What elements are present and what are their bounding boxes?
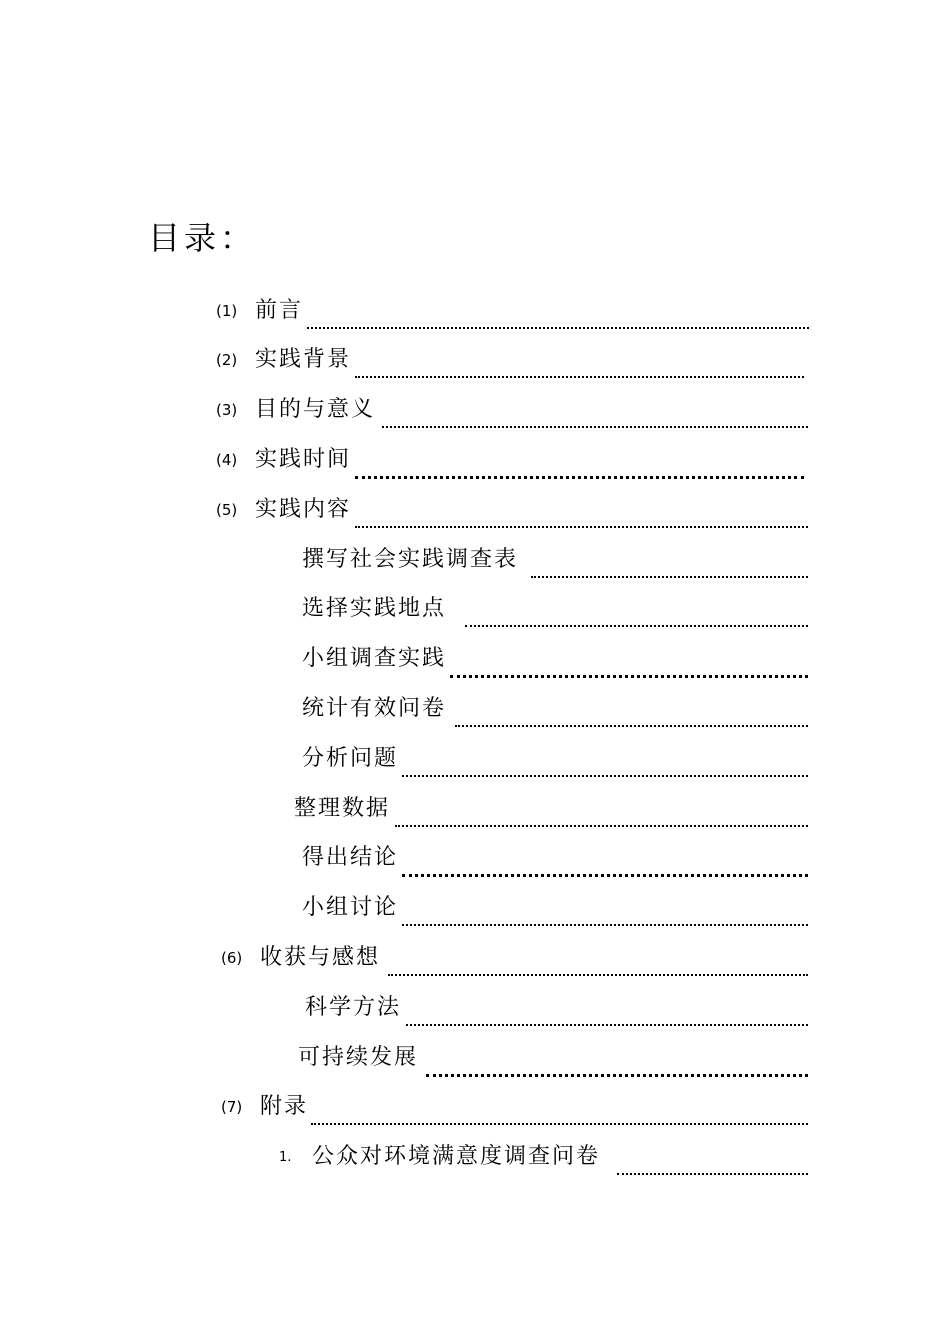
toc-entry-number: (3) [216,401,238,419]
toc-entry[interactable] [0,893,950,943]
toc-entry[interactable] [0,296,950,346]
toc-dot-leader [355,376,804,378]
toc-entry-title: 实践背景 [255,347,352,372]
page-title: 目录： [148,219,257,257]
toc-entry[interactable] [0,694,950,744]
toc-entry[interactable] [0,594,950,644]
toc-entry-number: (6) [221,949,243,967]
toc-dot-leader [455,725,808,727]
toc-entry[interactable] [0,395,950,445]
toc-dot-leader [426,1074,808,1077]
toc-dot-leader [311,1123,808,1125]
toc-dot-leader [355,526,808,528]
toc-entry-title: 选择实践地点 [302,596,447,621]
toc-dot-leader [395,825,808,827]
toc-entry-number: (5) [216,501,238,519]
toc-entry-title: 实践时间 [255,447,352,472]
toc-dot-leader [617,1173,808,1175]
toc-entry-title: 分析问题 [302,746,399,771]
toc-entry-number: (1) [216,302,238,320]
toc-entry-title: 科学方法 [305,995,402,1020]
toc-entry-title: 目的与意义 [255,397,376,422]
toc-entry[interactable] [0,843,950,893]
toc-entry[interactable] [0,993,950,1043]
toc-entry-title: 得出结论 [302,845,399,870]
toc-dot-leader [465,625,808,627]
toc-dot-leader [406,1024,808,1026]
toc-entry[interactable] [0,345,950,395]
toc-entry-number: 1. [279,1150,292,1165]
toc-dot-leader [402,924,808,926]
toc-dot-leader [382,426,808,428]
toc-dot-leader [355,476,804,479]
toc-entry-title: 实践内容 [255,497,352,522]
toc-entry[interactable] [0,545,950,595]
toc-dot-leader [531,576,808,578]
toc-dot-leader [402,775,808,777]
toc-entry-number: (4) [216,451,238,469]
toc-dot-leader [402,874,808,877]
toc-entry-number: (7) [221,1098,243,1116]
toc-entry-title: 公众对环境满意度调查问卷 [312,1144,601,1169]
toc-entry-title: 撰写社会实践调查表 [302,547,519,572]
toc-entry[interactable] [0,1142,950,1192]
toc-entry[interactable] [0,445,950,495]
toc-entry-title: 可持续发展 [298,1045,419,1070]
toc-entry-title: 小组调查实践 [302,646,447,671]
toc-entry[interactable] [0,943,950,993]
toc-entry[interactable] [0,744,950,794]
toc-entry-title: 统计有效问卷 [302,696,447,721]
toc-dot-leader [388,974,808,976]
toc-entry[interactable] [0,794,950,844]
toc-entry[interactable] [0,495,950,545]
toc-dot-leader [307,327,809,329]
toc-entry-title: 小组讨论 [302,895,399,920]
toc-entry-title: 附录 [260,1094,309,1119]
toc-entry-number: (2) [216,351,238,369]
toc-entry-title: 收获与感想 [260,945,381,970]
toc-dot-leader [450,675,808,678]
toc-entry[interactable] [0,1043,950,1093]
toc-entry[interactable] [0,1092,950,1142]
toc-entry[interactable] [0,644,950,694]
toc-entry-title: 整理数据 [294,796,391,821]
toc-entry-title: 前言 [255,298,304,323]
